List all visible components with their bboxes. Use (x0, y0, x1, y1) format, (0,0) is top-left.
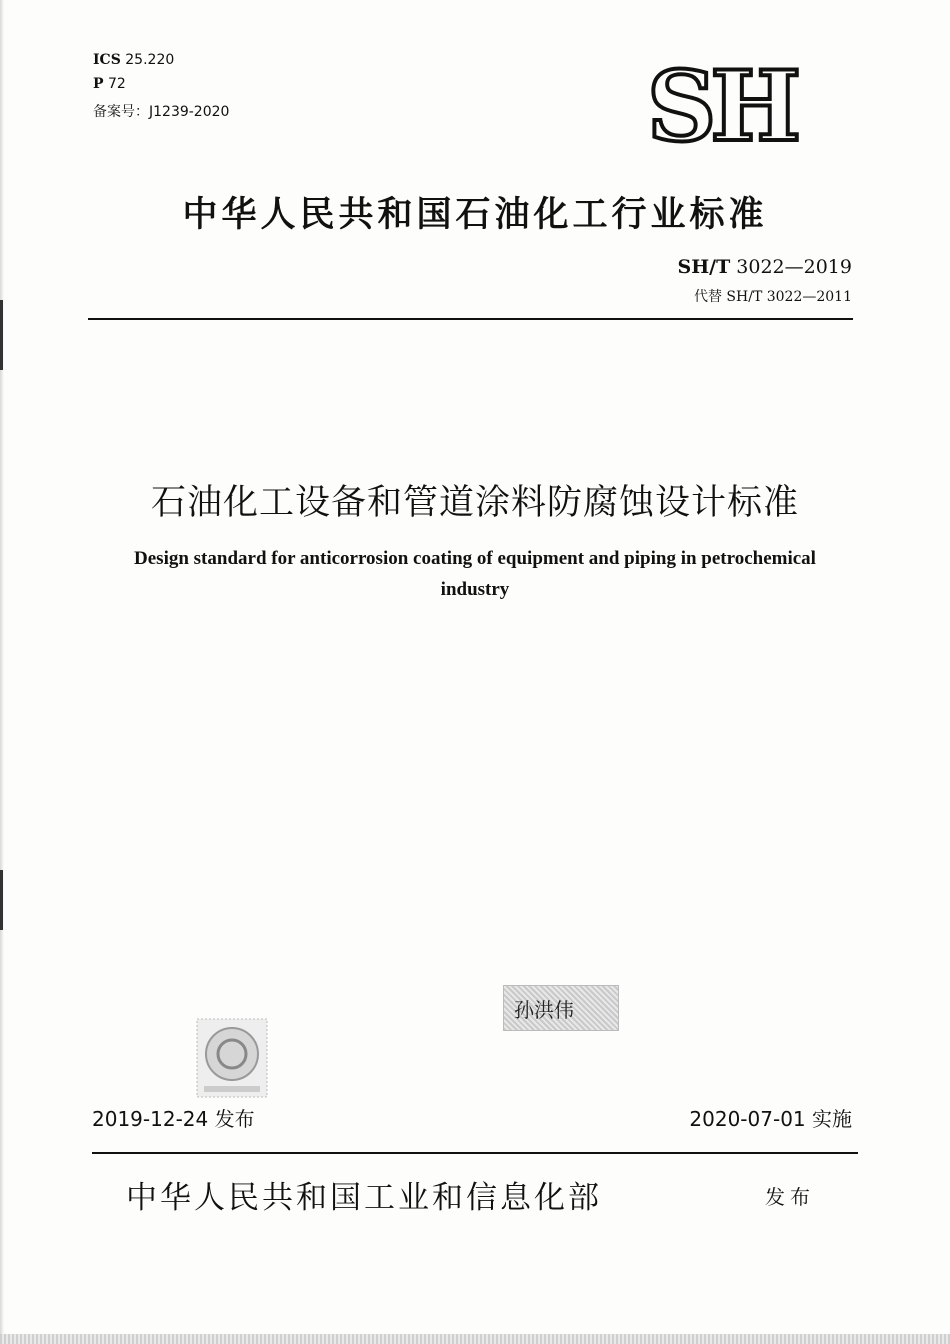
seal-stamp (196, 1018, 268, 1098)
standard-category: 中华人民共和国石油化工行业标准 (182, 195, 768, 235)
issue-date: 2019-12-24 发布 (92, 1107, 255, 1131)
ics-value: 25.220 (125, 52, 175, 68)
record-number-line (93, 101, 229, 121)
classification-label: P (93, 76, 104, 92)
publisher: 中华人民共和国工业和信息化部 (126, 1180, 602, 1216)
scan-mark (0, 870, 3, 930)
standard-code-number: 3022—2019 (736, 256, 852, 278)
ics-label: ICS (93, 52, 121, 68)
scan-edge-bottom (0, 1334, 950, 1344)
publish-label: 发布 (765, 1185, 815, 1209)
sh-logo-text: SH (647, 62, 796, 148)
document-title-en: Design standard for anticorrosion coating of equipment and piping in petrochemical industry (134, 548, 816, 600)
bottom-divider (92, 1152, 858, 1154)
record-value: J1239-2020 (149, 104, 230, 120)
replaces-standard: 代替 SH/T 3022—2011 (693, 289, 852, 305)
scan-mark (0, 300, 3, 370)
record-label: 备案号： (93, 104, 149, 120)
sh-logo (645, 62, 831, 148)
top-divider (88, 318, 853, 320)
standard-code-prefix: SH/T (677, 256, 731, 278)
effective-date: 2020-07-01 实施 (689, 1107, 852, 1131)
classification-value: 72 (107, 76, 126, 92)
document-title-cn: 石油化工设备和管道涂料防腐蚀设计标准 (150, 483, 799, 523)
signature-text: 孙洪伟 (514, 998, 574, 1022)
signature-stamp (503, 985, 619, 1031)
classification-line (93, 76, 126, 92)
standard-code (677, 256, 852, 278)
ics-line (93, 52, 174, 68)
